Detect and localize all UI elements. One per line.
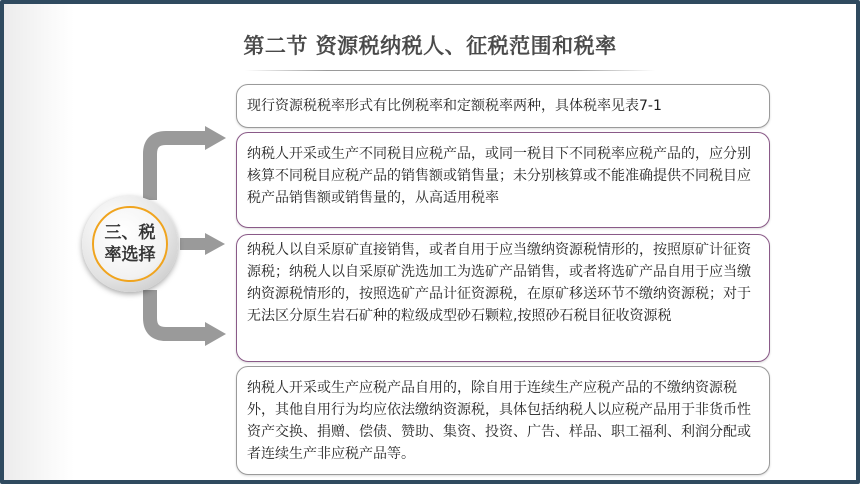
- section-badge: [82, 196, 178, 292]
- info-box-text: 纳税人开采或生产不同税目应税产品，或同一税目下不同税率应税产品的，应分别核算不同税目应税产品的销售额或销售量；未分别核算或不能准确提供不同税目应税产品销售额或销售量的，从高适用税率: [247, 146, 751, 206]
- slide-title: 第二节 资源税纳税人、征税范围和税率: [243, 34, 617, 58]
- section-badge-label: 三、税率选择: [104, 223, 156, 265]
- info-box-text: 纳税人开采或生产应税产品自用的，除自用于连续生产应税产品的不缴纳资源税外，其他自用行为均应依法缴纳资源税，具体包括纳税人以应税产品用于非货币性资产交换、捐赠、偿债、赞助、集资、投资、广告、样品、职工福利、利润分配或者连续生产非应税产品等。: [247, 380, 751, 462]
- info-box-text: 纳税人以自采原矿直接销售，或者自用于应当缴纳资源税情形的，按照原矿计征资源税；纳税人以自采原矿洗选加工为选矿产品销售，或者将选矿产品自用于应当缴纳资源税情形的，按照选矿产品计征资源税，在原矿移送环节不缴纳资源税；对于无法区分原生岩石矿种的粒级成型砂石颗粒,按照砂石税目征收资源税: [247, 242, 751, 324]
- info-box-raw-ore: [236, 234, 770, 362]
- arrow-head-3: [205, 322, 226, 346]
- trunk-down: [150, 290, 205, 334]
- trunk-up: [150, 138, 205, 200]
- info-box-separate-accounting: [236, 132, 770, 228]
- section-badge-ring: [92, 206, 168, 282]
- arrow-head-1: [205, 126, 226, 150]
- info-box-self-use: [236, 366, 770, 475]
- info-box-rate-forms: [236, 84, 770, 128]
- arrow-head-2: [205, 233, 225, 255]
- info-box-text: 现行资源税税率形式有比例税率和定额税率两种，具体税率见表7-1: [247, 98, 662, 114]
